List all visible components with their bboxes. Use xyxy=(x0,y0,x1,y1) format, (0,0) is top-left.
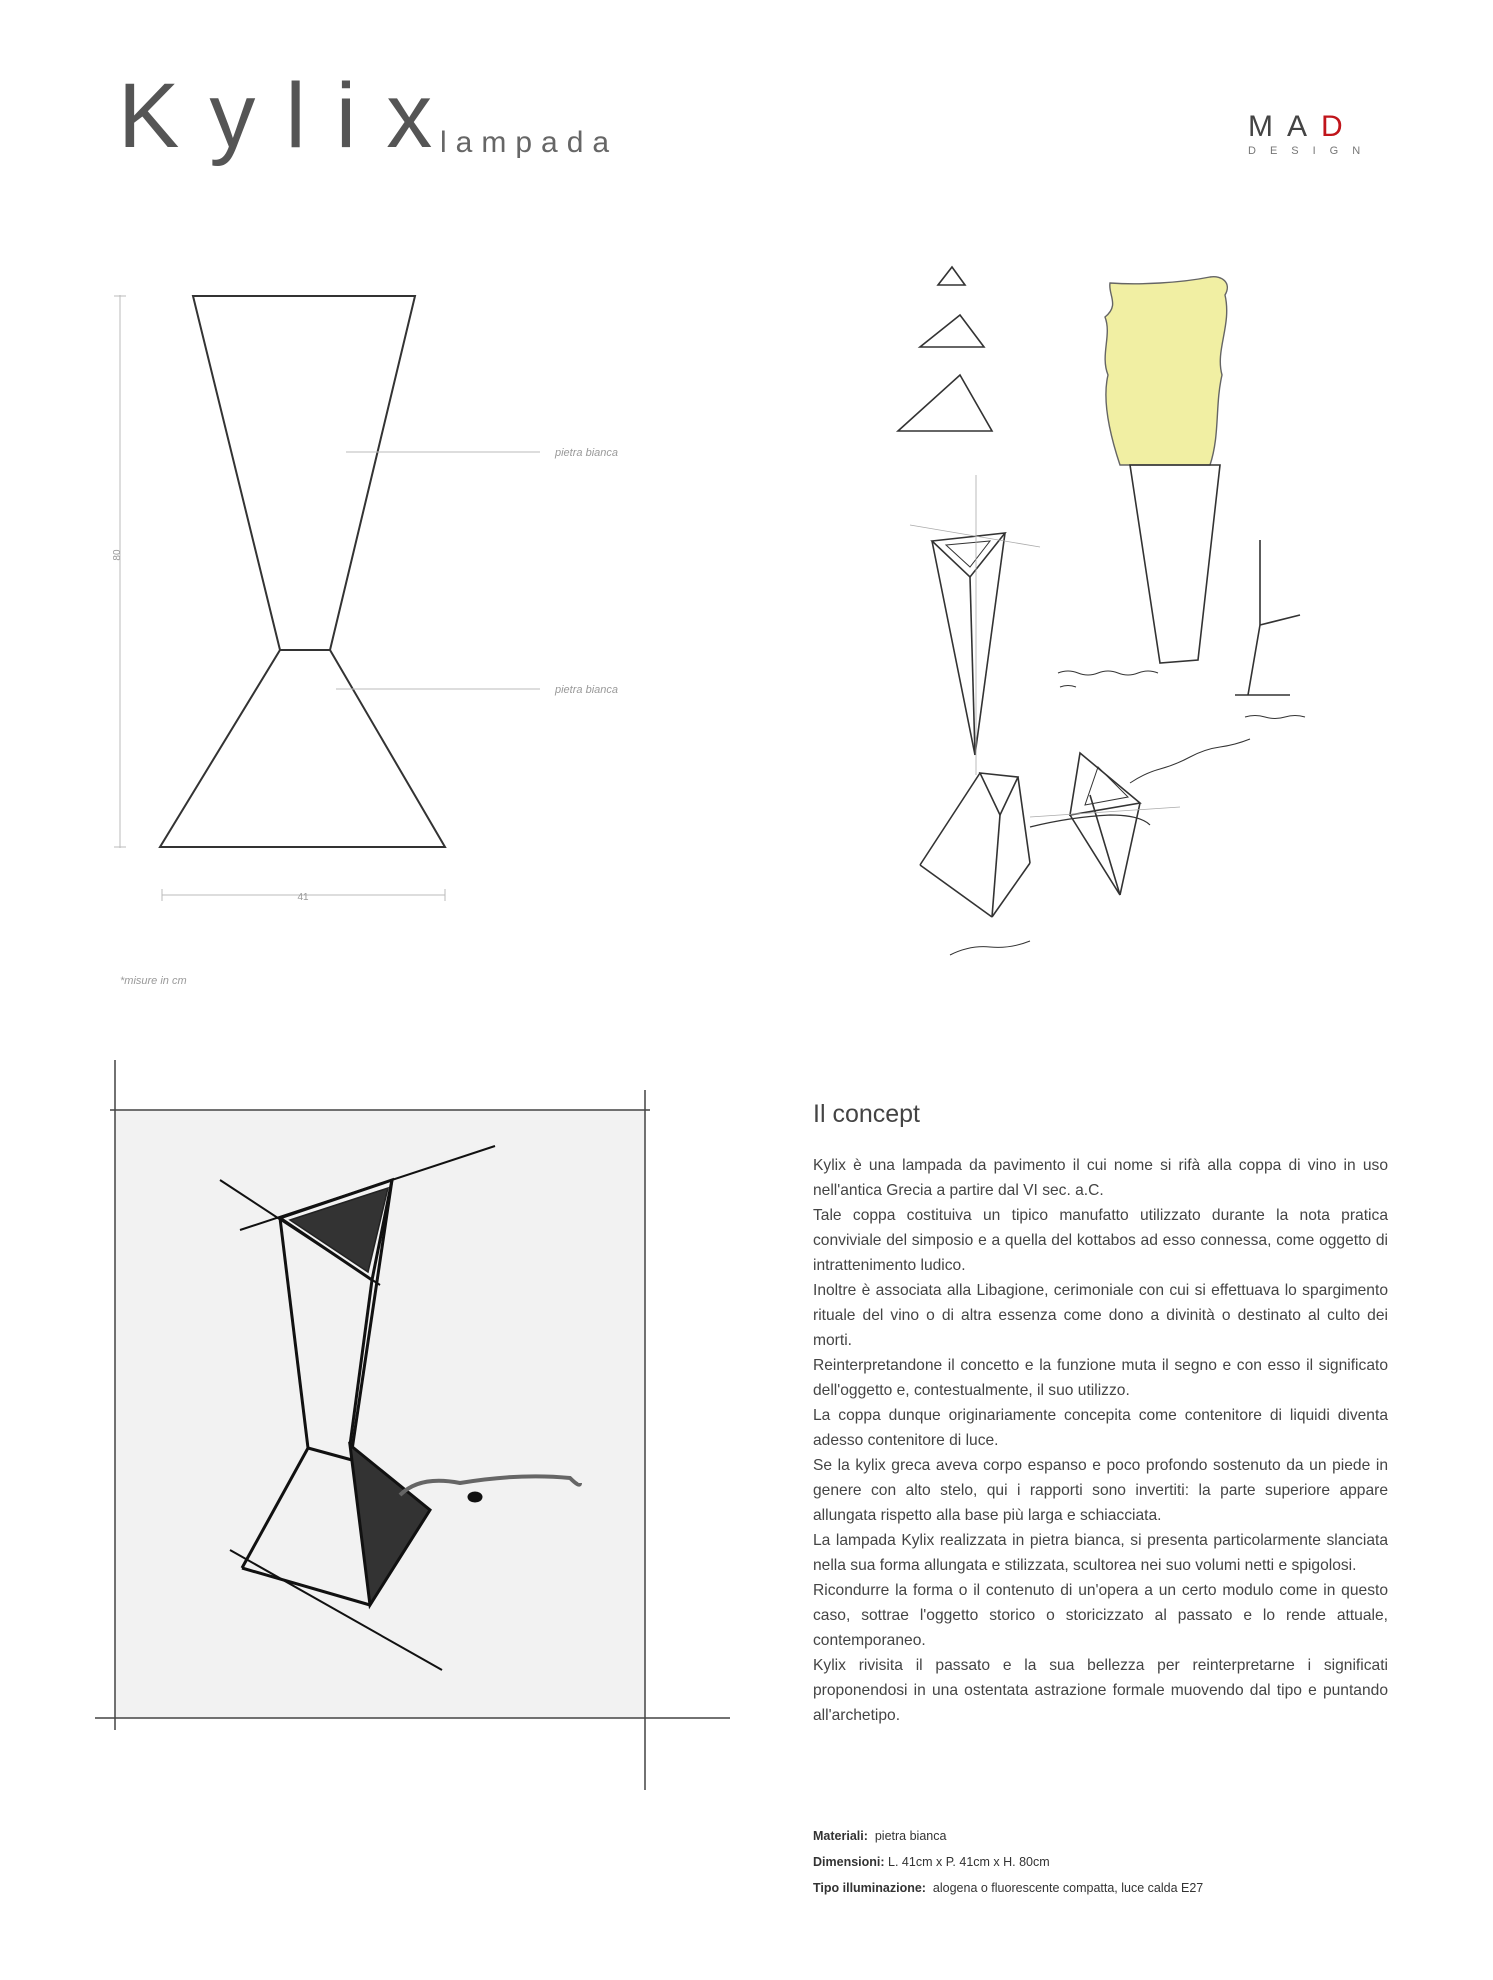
concept-paragraph: Inoltre è associata alla Libagione, cerimoniale con cui si effettuava lo spargimento rituale del vino o di altra essenza come dono a divinità o destinato al culto dei morti. xyxy=(813,1282,1388,1349)
product-specs xyxy=(813,1823,1203,1901)
lamp-base-cone xyxy=(160,650,445,847)
lamp-upper-cone xyxy=(193,296,415,650)
sketch-light-glow xyxy=(1105,277,1227,465)
logo-letters: MA xyxy=(1248,110,1321,143)
height-dimension-label: 80 xyxy=(112,549,123,561)
concept-body xyxy=(813,1153,1388,1728)
spec-lighting-value: alogena o fluorescente compatta, luce calda E27 xyxy=(932,1881,1204,1895)
page-title: Kylix xyxy=(118,65,463,167)
spec-dimensions xyxy=(813,1849,1203,1875)
logo-accent-letter: D xyxy=(1321,110,1357,143)
spec-dimensions-label: Dimensioni: xyxy=(813,1855,885,1869)
sketch-triangle-large xyxy=(898,375,992,431)
sketch-note-2 xyxy=(1130,739,1250,783)
page-subtitle: lampada xyxy=(440,126,619,159)
logo-tagline: DESIGN xyxy=(1248,145,1375,157)
logo-wordmark xyxy=(1248,112,1358,142)
sketch-note-3 xyxy=(1245,716,1305,719)
sketch-lamp-top-view xyxy=(1030,753,1180,895)
concept-paragraph: Tale coppa costituiva un tipico manufatto utilizzato durante la nota pratica conviviale del simposio e a quella del kottabos ad esso connessa, come oggetto di intrattenimento ludico. xyxy=(813,1207,1388,1274)
concept-paragraph: Ricondurre la forma o il contenuto di un'opera a un certo modulo come in questo caso, sottrae l'oggetto storico o storicizzato al passato e lo rende attuale, contemporaneo. xyxy=(813,1582,1388,1649)
spec-lighting-label: Tipo illuminazione: xyxy=(813,1881,926,1895)
concept-sketches xyxy=(880,255,1320,995)
concept-paragraph: La coppa dunque originariamente concepita come contenitore di liquidi diventa adesso contenitore di luce. xyxy=(813,1407,1388,1449)
concept-heading: Il concept xyxy=(813,1100,921,1128)
label-pietra-bianca-upper: pietra bianca xyxy=(555,447,618,459)
sketch-note-1 xyxy=(1058,671,1158,687)
spec-lighting xyxy=(813,1875,1203,1901)
spec-materials-value: pietra bianca xyxy=(874,1829,947,1843)
technical-drawing xyxy=(100,280,660,920)
spec-materials-label: Materiali: xyxy=(813,1829,868,1843)
sketch-lamp-side xyxy=(920,773,1150,955)
width-dimension-label: 41 xyxy=(297,892,309,903)
concept-paragraph: Kylix è una lampada da pavimento il cui nome si rifà alla coppa di vino in uso nell'antica Grecia a partire dal VI sec. a.C. xyxy=(813,1157,1388,1199)
spec-dimensions-value: L. 41cm x P. 41cm x H. 80cm xyxy=(888,1855,1050,1869)
sketch-cord-switch xyxy=(469,1493,481,1501)
concept-paragraph: Kylix rivisita il passato e la sua bellezza per reinterpretarne i significati proponendosi in una ostentata astrazione formale muovendo dal tipo e puntando all'archetipo. xyxy=(813,1657,1388,1724)
concept-paragraph: La lampada Kylix realizzata in pietra bianca, si presenta particolarmente slanciata nella sua forma allungata e stilizzata, scultorea nei suo volumi netti e spigolosi. xyxy=(813,1532,1388,1574)
concept-paragraph: Reinterpretandone il concetto e la funzione muta il segno e con esso il significato dell'oggetto e, contestualmente, il suo utilizzo. xyxy=(813,1357,1388,1399)
sketch-tall-pyramid xyxy=(910,475,1040,775)
measure-note: *misure in cm xyxy=(120,975,187,987)
brand-logo xyxy=(1248,110,1375,157)
sketch-triangle-medium xyxy=(920,315,984,347)
sketch-triangle-small xyxy=(938,267,965,285)
sketch-side-profile xyxy=(1235,540,1300,695)
marker-sketch xyxy=(90,1050,740,1810)
sketch-vase xyxy=(1130,465,1220,663)
concept-paragraph: Se la kylix greca aveva corpo espanso e poco profondo sostenuto da un piede in genere con alto stelo, qui i rapporti sono invertiti: la parte superiore appare allungata rispetto alla base più larga e schiacciata. xyxy=(813,1457,1388,1524)
spec-materials xyxy=(813,1823,1203,1849)
label-pietra-bianca-lower: pietra bianca xyxy=(555,684,618,696)
